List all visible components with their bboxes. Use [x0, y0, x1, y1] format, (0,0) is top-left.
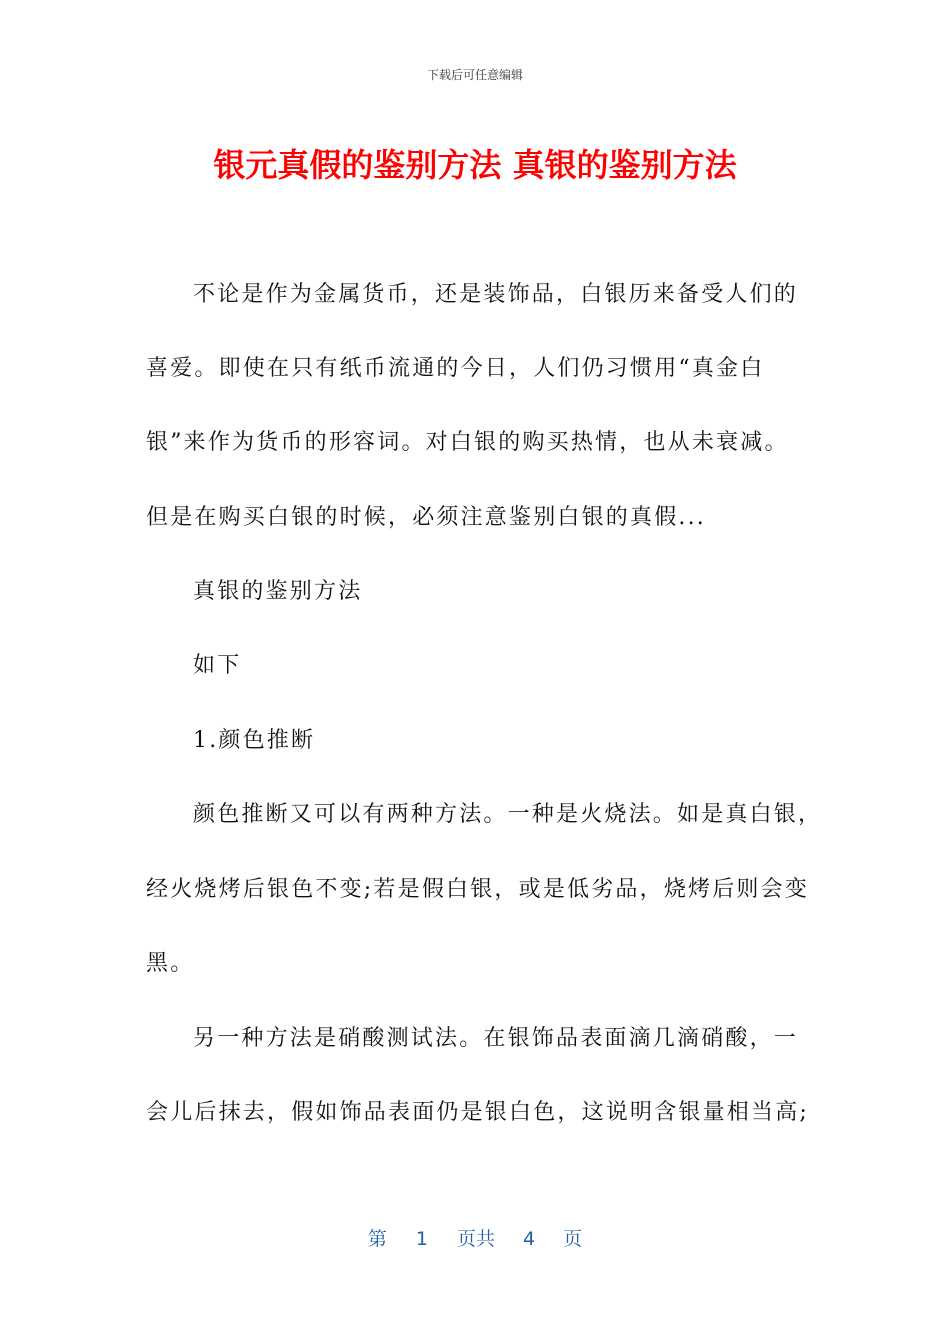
paragraph-line: 如下	[193, 653, 242, 678]
footer-middle: 页共	[456, 1228, 495, 1250]
paragraph-line: 但是在购买白银的时候，必须注意鉴别白银的真假...	[146, 505, 706, 530]
footer-total-pages: 4	[523, 1228, 536, 1250]
section-heading: 真银的鉴别方法	[193, 579, 363, 604]
list-item-heading: 1.颜色推断	[193, 728, 316, 753]
document-title: 银元真假的鉴别方法 真银的鉴别方法	[213, 146, 737, 184]
footer-prefix: 第	[367, 1228, 387, 1250]
paragraph-line: 不论是作为金属货币，还是装饰品，白银历来备受人们的	[193, 282, 799, 307]
paragraph-line: 会儿后抹去，假如饰品表面仍是银白色，这说明含银量相当高;	[146, 1100, 810, 1125]
paragraph-line: 另一种方法是硝酸测试法。在银饰品表面滴几滴硝酸，一	[193, 1026, 799, 1051]
page-header-note: 下载后可任意编辑	[426, 68, 523, 82]
paragraph-line: 银”来作为货币的形容词。对白银的购买热情，也从未衰减。	[146, 430, 789, 455]
paragraph-line: 颜色推断又可以有两种方法。一种是火烧法。如是真白银，	[193, 802, 823, 827]
footer-suffix: 页	[563, 1228, 583, 1250]
footer-page-number: 1	[415, 1228, 428, 1250]
paragraph-line: 喜爱。即使在只有纸币流通的今日，人们仍习惯用“真金白	[146, 356, 765, 381]
paragraph-line: 黑。	[146, 951, 195, 976]
page-footer	[0, 1224, 950, 1251]
paragraph-line: 经火烧烤后银色不变;若是假白银，或是低劣品，烧烤后则会变	[146, 877, 810, 902]
